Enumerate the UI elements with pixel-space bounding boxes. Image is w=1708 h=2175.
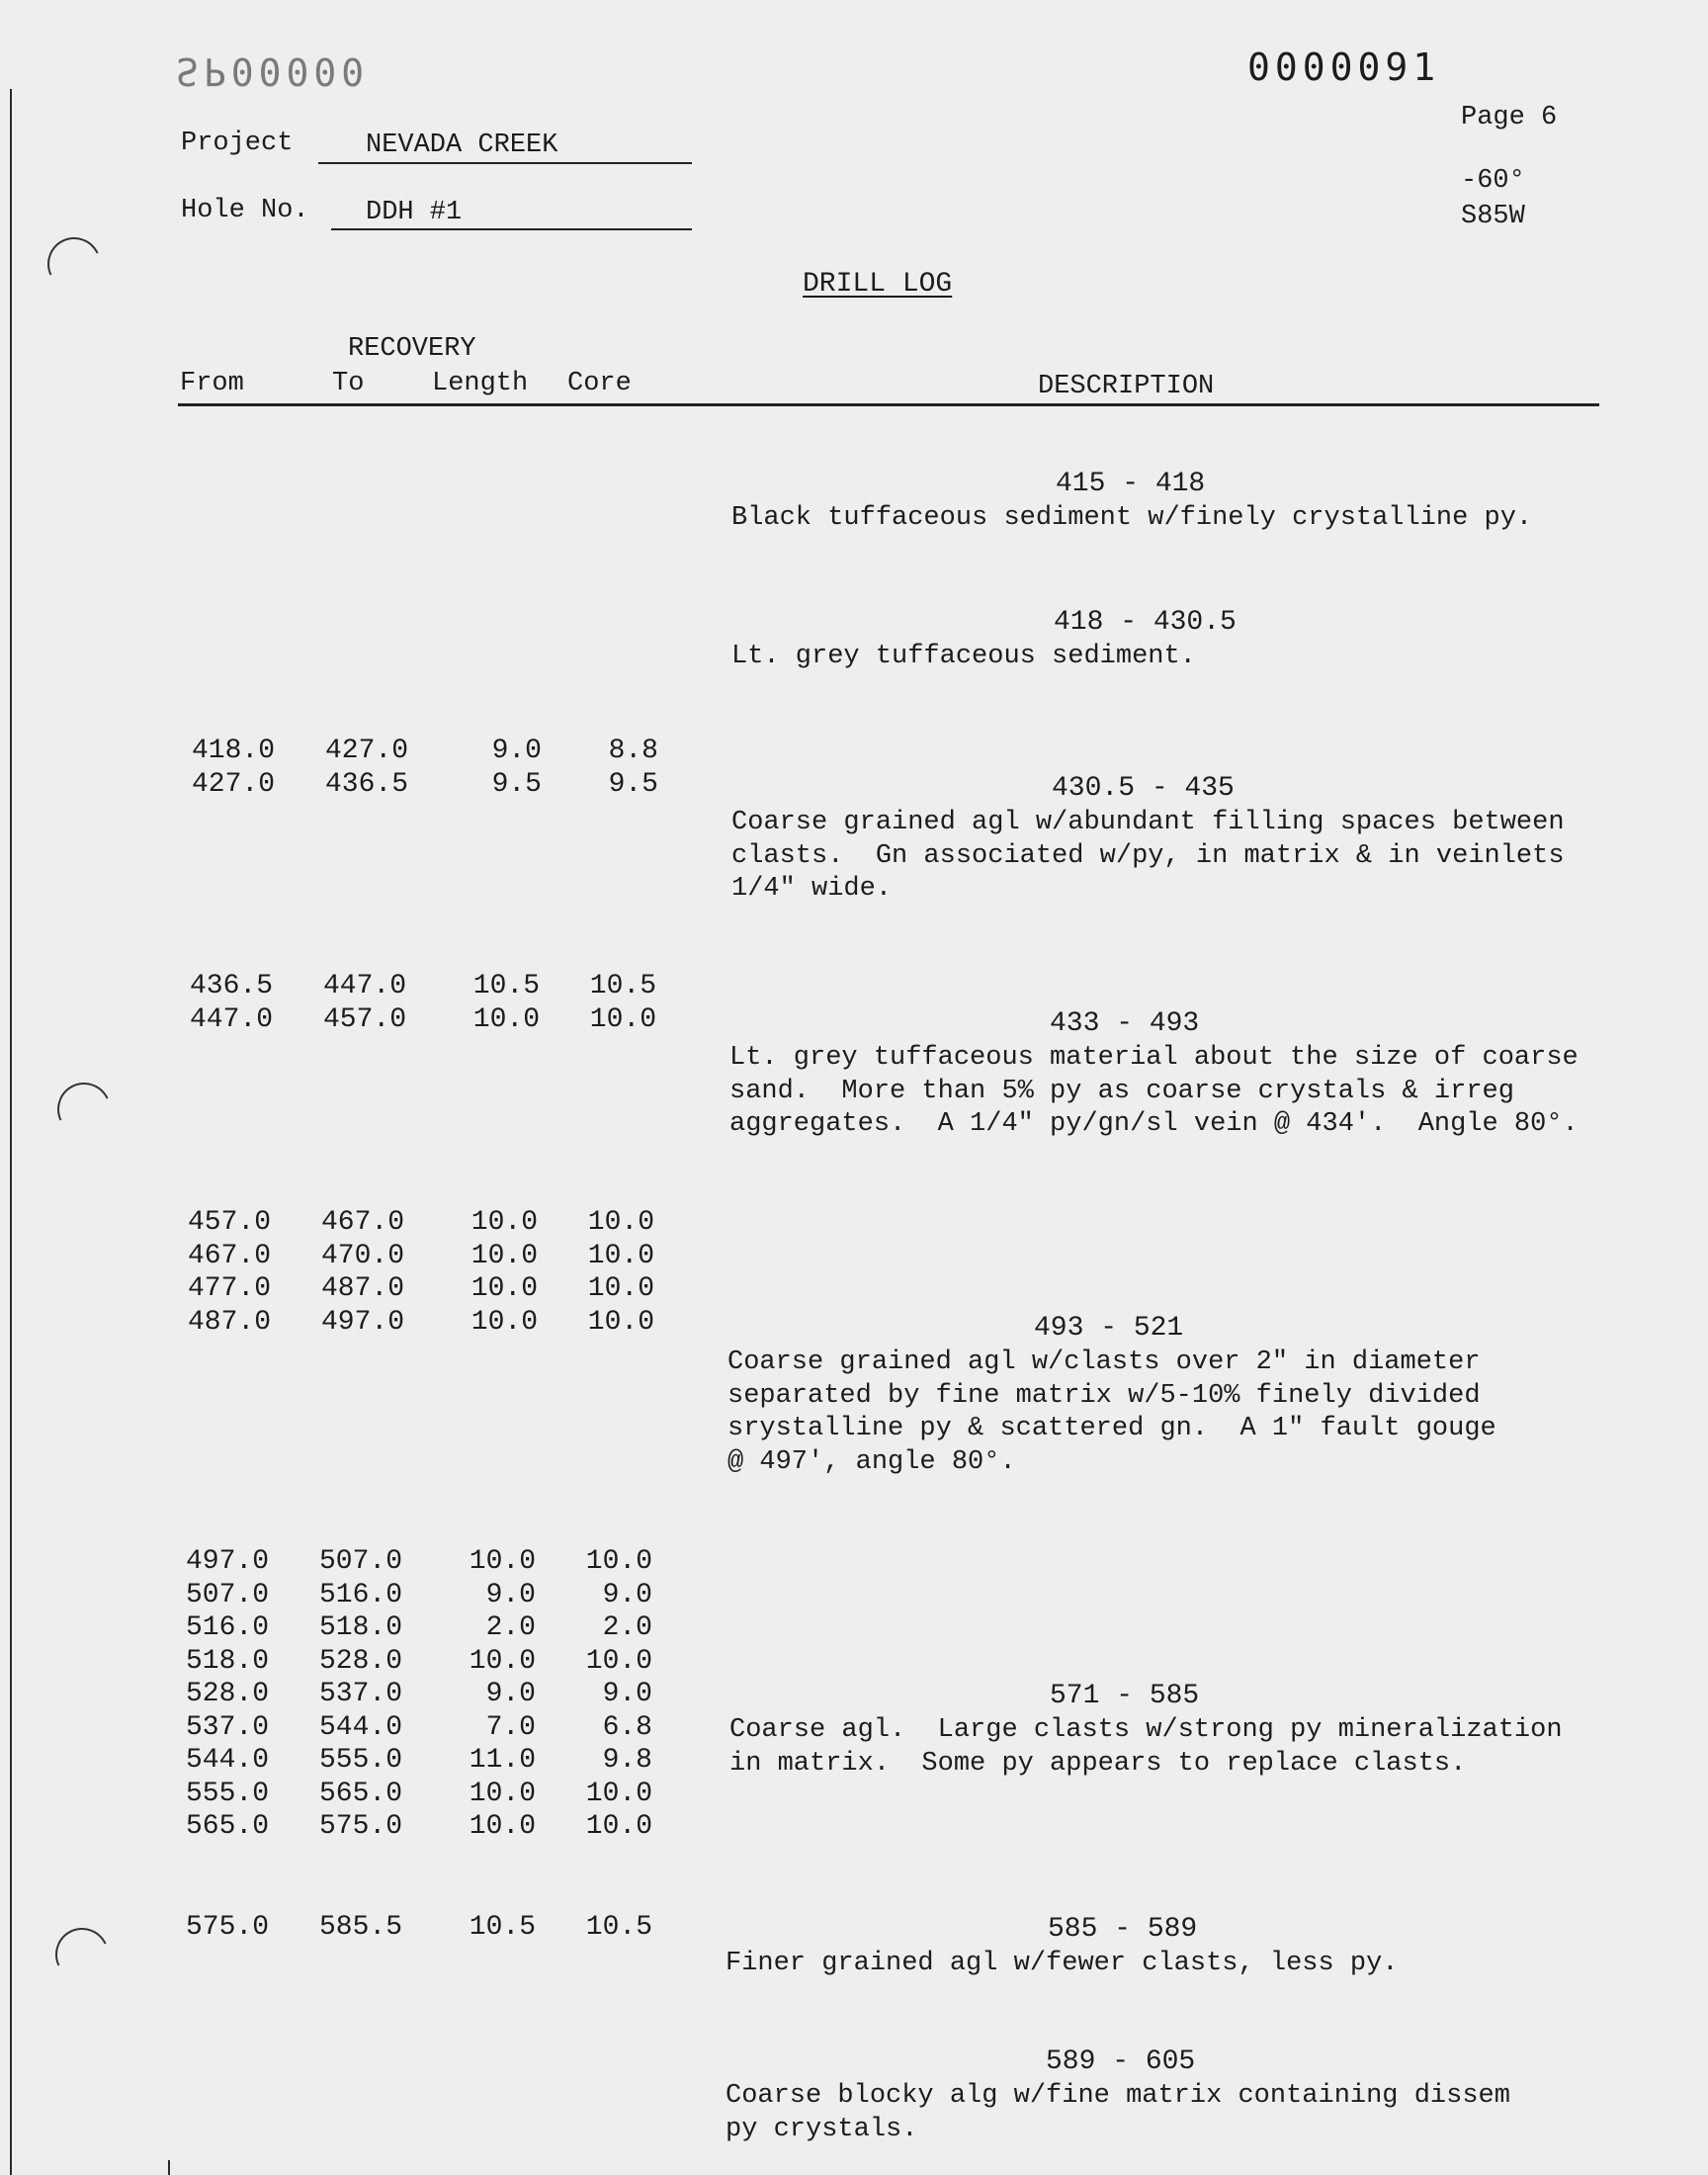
cell-to: 544.0 [318, 1711, 402, 1743]
cell-core: 9.0 [602, 1679, 652, 1709]
hole-label: Hole No. [181, 196, 309, 225]
table-row [172, 1240, 654, 1273]
cell-length: 10.0 [469, 1645, 536, 1677]
description-block [726, 2044, 1510, 2146]
bottom-margin-tick [168, 2160, 170, 2175]
cell-from: 518.0 [185, 1645, 269, 1677]
description-line: Lt. grey tuffaceous sediment. [731, 642, 1196, 671]
description-block [726, 1912, 1399, 1981]
cell-length: 10.0 [469, 1811, 536, 1842]
cell-length: 9.0 [485, 1579, 536, 1610]
description-line: clasts. Gn associated w/py, in matrix & in veinlets [731, 840, 1565, 871]
depth-range: 589 - 605 [1046, 2046, 1196, 2077]
project-underline [318, 162, 692, 164]
col-header-core: Core [567, 369, 632, 398]
cell-to: 528.0 [318, 1645, 402, 1677]
description-block [729, 1679, 1563, 1781]
cell-core: 10.0 [587, 1306, 654, 1338]
cell-length: 10.5 [472, 971, 540, 1001]
description-line: Black tuffaceous sediment w/finely crystalline py. [731, 503, 1533, 533]
row-group-4 [170, 1545, 652, 1844]
cell-core: 10.0 [585, 1546, 652, 1577]
table-row [170, 1678, 652, 1711]
description-block [731, 605, 1237, 674]
row-group-5 [170, 1911, 652, 1945]
cell-from: 418.0 [191, 736, 275, 766]
row-group-1 [176, 735, 658, 801]
cell-core: 10.0 [589, 1003, 656, 1035]
description-line: Coarse agl. Large clasts w/strong py mineralization [729, 1715, 1563, 1745]
table-row [170, 1611, 652, 1645]
cell-from: 447.0 [189, 1003, 273, 1035]
stamp-document-number: 0000091 [1247, 45, 1441, 89]
cell-to: 427.0 [324, 736, 408, 766]
cell-from: 427.0 [191, 768, 275, 800]
description-line: srystalline py & scattered gn. A 1" fault gouge [727, 1414, 1496, 1443]
cell-from: 575.0 [185, 1912, 269, 1943]
cell-from: 544.0 [185, 1745, 269, 1776]
cell-length: 10.5 [469, 1912, 536, 1943]
description-line: @ 497', angle 80°. [727, 1446, 1016, 1477]
cell-from: 436.5 [189, 971, 273, 1001]
description-line: aggregates. A 1/4" py/gn/sl vein @ 434'. Angle 80°. [729, 1109, 1579, 1139]
depth-range: 418 - 430.5 [1054, 607, 1237, 638]
punch-hole-mark-middle [49, 1075, 118, 1143]
depth-range: 571 - 585 [1050, 1681, 1200, 1711]
table-row [170, 1579, 652, 1612]
description-line: separated by fine matrix w/5-10% finely divided [727, 1380, 1481, 1411]
table-row [170, 1545, 652, 1579]
cell-core: 8.8 [608, 736, 658, 766]
cell-to: 575.0 [318, 1811, 402, 1842]
cell-length: 10.0 [470, 1240, 538, 1271]
col-header-length: Length [432, 369, 529, 398]
cell-length: 9.5 [491, 768, 542, 800]
table-row [170, 1645, 652, 1679]
table-row [170, 1711, 652, 1745]
cell-from: 477.0 [187, 1273, 271, 1304]
cell-from: 565.0 [185, 1811, 269, 1842]
cell-to: 537.0 [318, 1679, 402, 1709]
table-row [170, 1778, 652, 1811]
cell-core: 10.0 [585, 1778, 652, 1809]
table-row [170, 1810, 652, 1844]
table-row [172, 1206, 654, 1240]
col-header-to: To [332, 369, 365, 398]
cell-length: 10.0 [470, 1306, 538, 1338]
description-line: py crystals. [726, 2114, 918, 2144]
col-header-description: DESCRIPTION [1038, 372, 1215, 401]
binding-margin-line [10, 89, 12, 2175]
cell-to: 516.0 [318, 1579, 402, 1610]
row-group-3 [172, 1206, 654, 1339]
cell-length: 10.0 [469, 1778, 536, 1809]
hole-bearing: S85W [1461, 202, 1525, 231]
cell-core: 10.0 [587, 1207, 654, 1238]
description-block [731, 467, 1532, 536]
cell-core: 10.5 [585, 1912, 652, 1943]
cell-core: 2.0 [602, 1612, 652, 1643]
cell-to: 467.0 [320, 1207, 404, 1238]
cell-to: 518.0 [318, 1612, 402, 1643]
cell-core: 10.5 [589, 971, 656, 1001]
header-rule [178, 403, 1599, 406]
table-row [170, 1911, 652, 1945]
table-row [176, 735, 658, 768]
cell-to: 565.0 [318, 1778, 402, 1809]
depth-range: 433 - 493 [1050, 1008, 1200, 1039]
table-row [170, 1744, 652, 1778]
cell-from: 528.0 [185, 1679, 269, 1709]
cell-from: 497.0 [185, 1546, 269, 1577]
cell-length: 9.0 [491, 736, 542, 766]
cell-length: 10.0 [469, 1546, 536, 1577]
cell-from: 537.0 [185, 1711, 269, 1743]
cell-to: 585.5 [318, 1912, 402, 1943]
cell-length: 11.0 [469, 1745, 536, 1776]
project-value: NEVADA CREEK [366, 130, 558, 160]
cell-length: 9.0 [485, 1679, 536, 1709]
cell-from: 555.0 [185, 1778, 269, 1809]
cell-length: 10.0 [470, 1207, 538, 1238]
cell-to: 457.0 [322, 1003, 406, 1035]
cell-core: 9.8 [602, 1745, 652, 1776]
depth-range: 493 - 521 [1034, 1313, 1184, 1344]
cell-length: 10.0 [472, 1003, 540, 1035]
cell-core: 9.0 [602, 1579, 652, 1610]
depth-range: 585 - 589 [1048, 1914, 1198, 1945]
table-row [172, 1306, 654, 1340]
depth-range: 430.5 - 435 [1052, 773, 1235, 804]
depth-range: 415 - 418 [1056, 469, 1206, 499]
description-line: in matrix. Some py appears to replace clasts. [729, 1748, 1467, 1779]
table-row [174, 1003, 656, 1037]
description-block [729, 1006, 1579, 1142]
page-title: DRILL LOG [803, 269, 953, 300]
col-header-from: From [180, 369, 244, 398]
punch-hole-mark-bottom [47, 1920, 116, 1988]
cell-to: 487.0 [320, 1273, 404, 1304]
description-line: sand. More than 5% py as coarse crystals & irreg [729, 1076, 1514, 1106]
cell-core: 6.8 [602, 1711, 652, 1743]
description-line: Lt. grey tuffaceous material about the size of coarse [729, 1043, 1579, 1073]
hole-value: DDH #1 [366, 198, 463, 227]
cell-from: 507.0 [185, 1579, 269, 1610]
cell-length: 2.0 [485, 1612, 536, 1643]
hole-angle: -60° [1461, 166, 1525, 196]
description-line: Coarse grained agl w/clasts over 2" in diameter [727, 1348, 1481, 1377]
punch-hole-mark-top [40, 229, 108, 298]
cell-from: 457.0 [187, 1207, 271, 1238]
description-line: Coarse grained agl w/abundant filling spaces between [731, 808, 1565, 837]
cell-from: 487.0 [187, 1306, 271, 1338]
cell-from: 467.0 [187, 1240, 271, 1271]
cell-to: 470.0 [320, 1240, 404, 1271]
cell-to: 507.0 [318, 1546, 402, 1577]
description-block [727, 1311, 1496, 1479]
project-label: Project [181, 129, 294, 158]
row-group-2 [174, 970, 656, 1036]
cell-core: 9.5 [608, 768, 658, 800]
cell-to: 447.0 [322, 971, 406, 1001]
cell-from: 516.0 [185, 1612, 269, 1643]
description-line: Coarse blocky alg w/fine matrix containing dissem [726, 2081, 1510, 2111]
cell-core: 10.0 [585, 1645, 652, 1677]
cell-core: 10.0 [587, 1273, 654, 1304]
table-row [176, 768, 658, 802]
cell-length: 7.0 [485, 1711, 536, 1743]
description-line: 1/4" wide. [731, 874, 893, 904]
description-block [731, 771, 1565, 907]
cell-to: 555.0 [318, 1745, 402, 1776]
page-number: Page 6 [1461, 103, 1558, 132]
cell-length: 10.0 [470, 1273, 538, 1304]
cell-core: 10.0 [587, 1240, 654, 1271]
table-row [172, 1272, 654, 1306]
col-header-recovery: RECOVERY [348, 334, 476, 364]
cell-core: 10.0 [585, 1811, 652, 1842]
description-line: Finer grained agl w/fewer clasts, less py. [726, 1949, 1399, 1978]
stamp-left: SP00000 [176, 49, 370, 93]
cell-to: 497.0 [320, 1306, 404, 1338]
table-row [174, 970, 656, 1003]
hole-underline [331, 228, 692, 230]
cell-to: 436.5 [324, 768, 408, 800]
